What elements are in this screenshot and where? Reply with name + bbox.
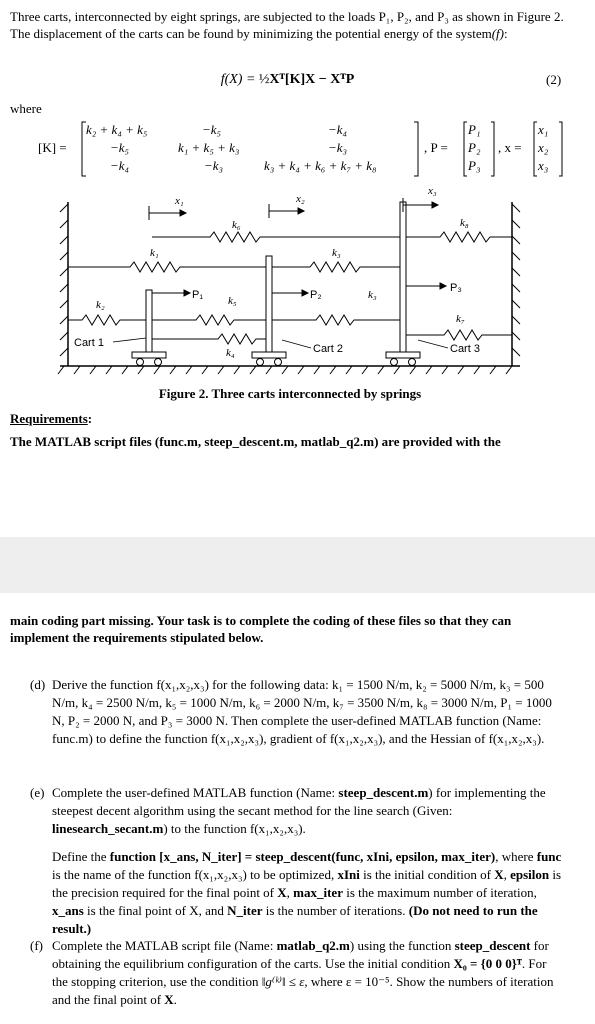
e-t1c: ) for implementing the steepest decent algorithm using the secant method for the line search (Given:: [52, 785, 546, 818]
label-k6: k₆: [232, 219, 241, 231]
intro-text: Three carts, interconnected by eight springs, are subjected to the loads P₁, P₂, and P₃ as shown in Figure 2. The displacement of the carts can be found by minimizing the potential energy of the system: [10, 9, 564, 41]
e-t2o: is the maximum number of iteration,: [342, 885, 537, 900]
e-t2n: max_iter: [293, 885, 343, 900]
e-t2l: X: [277, 885, 287, 900]
p1: P₁: [468, 122, 481, 137]
label-k8: k₈: [460, 217, 469, 229]
page-gap: [0, 537, 595, 593]
e-t2q: is the final point of X, and: [83, 903, 228, 918]
label-cart-2: Cart 2: [313, 343, 343, 355]
f-k: .: [173, 992, 177, 1007]
label-x1: x₁: [175, 195, 184, 207]
cart-2-pointer: [282, 340, 311, 348]
k-r3c2: −k₃: [204, 158, 224, 173]
figure-caption: Figure 2. Three carts interconnected by springs: [158, 386, 422, 401]
requirements-heading-text: Requirements: [10, 411, 88, 426]
e-t1d: linesearch_secant.m: [52, 821, 164, 836]
f-d: steep_descent: [454, 938, 531, 953]
where-label: where: [10, 101, 42, 116]
matrix-block: [10, 118, 570, 180]
label-k4: k₄: [226, 347, 235, 359]
springs: [68, 232, 512, 344]
e-t2f: xIni: [337, 867, 360, 882]
item-d-number: (d): [30, 677, 46, 692]
e-t2j: epsilon: [510, 867, 550, 882]
intro-paragraph: [10, 8, 565, 42]
cart-3: [386, 202, 420, 366]
requirements-colon: :: [87, 411, 93, 426]
e-t2i: ,: [503, 867, 511, 882]
intro-colon: :: [504, 26, 508, 41]
k-r1c2: −k₅: [202, 122, 222, 137]
label-k2: k₂: [96, 299, 105, 311]
item-e-paragraph-1: [52, 784, 565, 838]
e-t2g: is the initial condition of: [359, 867, 495, 882]
e-t2p: x_ans: [52, 903, 84, 918]
label-k1: k₁: [150, 247, 159, 259]
e-t2d: func: [536, 849, 562, 864]
f-b: matlab_q2.m: [276, 938, 350, 953]
k-r2c3: −k₃: [328, 140, 348, 155]
label-x3: x₃: [428, 185, 437, 197]
e-t2k: is the precision required for the final point of: [52, 867, 562, 900]
e-t2s: is the number of iterations.: [262, 903, 409, 918]
f-i: , where ε = 10⁻⁵. Show the numbers of iteration and the final point of: [52, 974, 554, 1007]
equation-number: (2): [546, 72, 562, 87]
p2: P₂: [468, 140, 481, 155]
e-t2r: N_iter: [227, 903, 263, 918]
item-d-text: Derive the function f(x₁,x₂,x₃) for the following data: k₁ = 1500 N/m, k₂ = 5000 N/m, k₃ = 500 N/m, k₄ = 2500 N/m, k₅ = 1000 N/m, k₆ = 2000 N/m, k₇ = 3500 N/m, k₈ = 3000 N/m, P₁ = 1000 N, P₂ = 2000 N, and P₃ = 3000 N. Then complete the user-defined MATLAB function (Name: func.m) to define the function f(x₁,x₂,x₃), gradient of f(x₁,x₂,x₃), and the Hessian of f(x₁,x₂,x₃).: [52, 677, 552, 746]
f-e: for obtaining the equilibrium configuration of the carts. Use the initial condition: [52, 938, 549, 971]
k-matrix-label: [K] =: [38, 140, 67, 155]
k-r2c1: −k₅: [110, 140, 130, 155]
objective-equation: [10, 71, 565, 88]
k-r3c3: k₃ + k₄ + k₆ + k₇ + k₈: [264, 158, 377, 173]
displacement-arrows: [149, 198, 438, 220]
k-r1c1: k₂ + k₄ + k₅: [86, 122, 148, 137]
label-p1: P₁: [192, 289, 204, 301]
equation-half: ½: [258, 72, 270, 87]
e-t2a: Define the: [52, 849, 110, 864]
item-d: [32, 676, 565, 748]
e-t2b: function [x_ans, N_iter] = steep_descent(func, xIni, epsilon, max_iter): [109, 849, 496, 864]
label-p3: P₃: [450, 282, 462, 294]
k-r1c3: −k₄: [328, 122, 348, 137]
requirements-line-2: main coding part missing. Your task is to complete the coding of these files so that they can implement the requirements stipulated below.: [10, 613, 512, 645]
label-k5: k₅: [228, 295, 237, 307]
label-k3-lower: k₃: [368, 289, 377, 301]
left-wall-hatch: [60, 204, 68, 356]
cart-2: [252, 256, 286, 366]
e-t2c: , where: [495, 849, 537, 864]
item-f-text: [52, 937, 565, 1009]
f-g: . For the stopping criterion, use the condition: [52, 956, 547, 989]
label-p2: P₂: [310, 289, 322, 301]
cart-1: [132, 290, 166, 366]
item-f: [32, 937, 565, 1009]
label-cart-3: Cart 3: [450, 343, 480, 355]
x3: x₃: [538, 158, 549, 173]
label-k3-upper: k₃: [332, 247, 341, 259]
f-h: ‖g⁽ᵏ⁾‖ ≤ ε: [261, 974, 305, 989]
f-a: Complete the MATLAB script file (Name:: [52, 938, 277, 953]
p3: P₃: [468, 158, 481, 173]
k-r2c2: k₁ + k₅ + k₃: [178, 140, 240, 155]
intro-fx: (f): [491, 26, 504, 41]
f-j: X: [164, 992, 174, 1007]
carts-figure: [0, 180, 595, 380]
equation-rhs: Xᵀ[K]X − XᵀP: [269, 72, 355, 87]
p-label: , P =: [424, 140, 448, 155]
item-e-number: (e): [30, 785, 45, 800]
k-r3c1: −k₄: [110, 158, 130, 173]
requirements-line-1: The MATLAB script files (func.m, steep_descent.m, matlab_q2.m) are provided with the: [10, 434, 501, 449]
e-t2m: ,: [286, 885, 294, 900]
x2: x₂: [538, 140, 549, 155]
e-t1b: steep_descent.m: [338, 785, 429, 800]
item-e-paragraph-2: [52, 848, 565, 938]
label-k7: k₇: [456, 313, 465, 325]
x1: x₁: [538, 122, 549, 137]
floor-hatch: [58, 366, 512, 374]
f-c: ) using the function: [349, 938, 455, 953]
x-label: , x =: [498, 140, 522, 155]
equation-lhs: f(X) =: [220, 72, 259, 87]
cart-1-pointer: [113, 338, 146, 342]
f-f: X₀ = {0 0 0}ᵀ: [453, 956, 522, 971]
e-t2e: is the name of the function f(x₁,x₂,x₃) to be optimized,: [52, 867, 338, 882]
e-t1a: Complete the user-defined MATLAB function (Name:: [52, 785, 339, 800]
label-x2: x₂: [296, 193, 305, 205]
e-t1e: ) to the function f(x₁,x₂,x₃).: [163, 821, 306, 836]
e-t2t: (Do not need to run the result.): [52, 903, 538, 936]
label-cart-1: Cart 1: [74, 337, 104, 349]
item-f-number: (f): [30, 938, 43, 953]
right-wall-hatch: [512, 204, 520, 356]
item-e: [32, 784, 565, 938]
cart-3-pointer: [418, 340, 448, 348]
requirements-heading: [10, 410, 565, 427]
e-t2h: X: [494, 867, 504, 882]
